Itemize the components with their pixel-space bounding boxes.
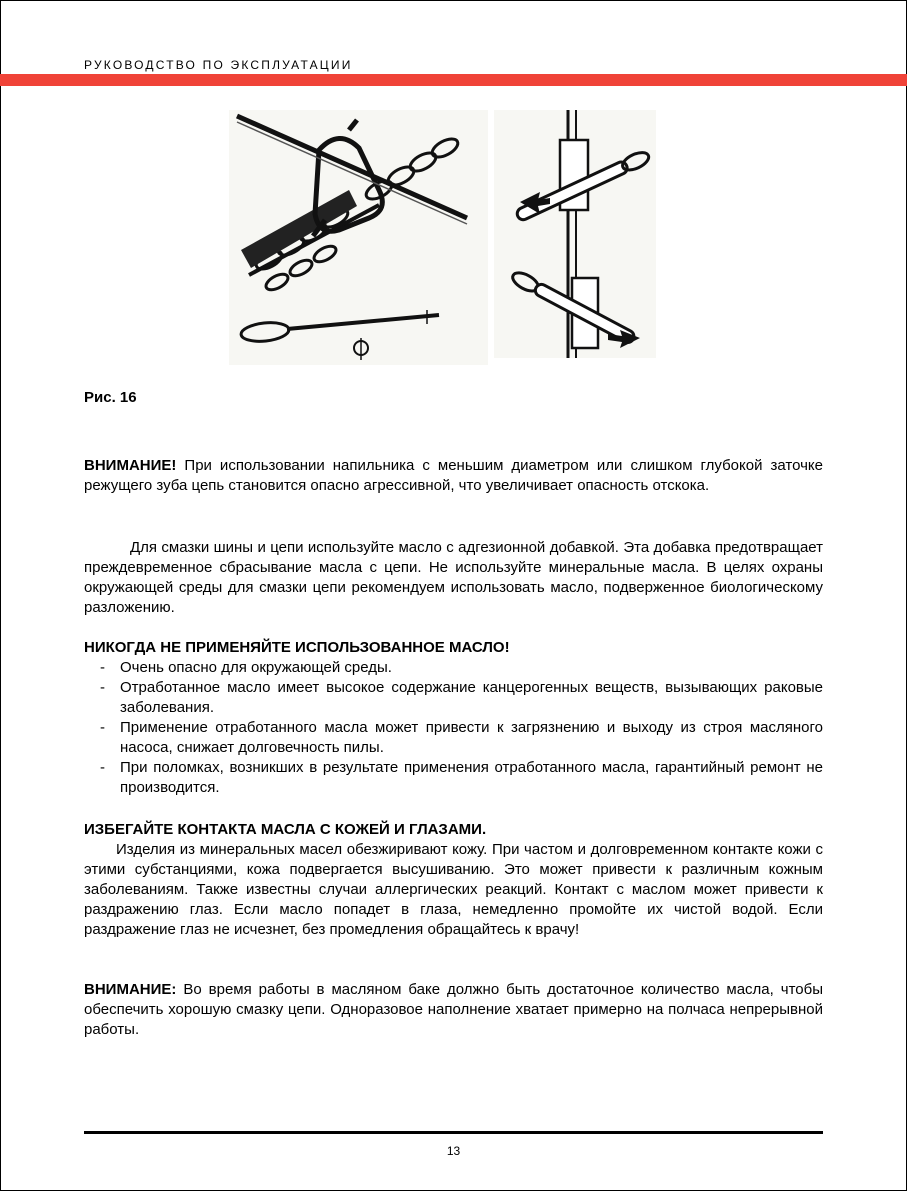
header-accent-bar — [0, 74, 907, 86]
chain-file-guide-illustration-icon — [229, 110, 488, 365]
list-item: - Очень опасно для окружающей среды. — [84, 658, 823, 678]
list-item: - При поломках, возникших в результате применения отработанного масла, гарантийный ремонт не производится. — [84, 758, 823, 798]
lubrication-paragraph: Для смазки шины и цепи используйте масло с адгезионной добавкой. Эта добавка предотвращает преждевременное сбрасывание масла с цепи. Не используйте минеральные масла. В целях охраны окружающей среды для смазки цепи рекомендуем использовать масло, подверженное биологическому разложению. — [84, 539, 823, 616]
list-item: - Отработанное масло имеет высокое содержание канцерогенных веществ, вызывающих раковые заболевания. — [84, 678, 823, 718]
header-title: РУКОВОДСТВО ПО ЭКСПЛУАТАЦИИ — [84, 58, 353, 72]
file-stroke-direction-illustration-icon — [494, 110, 656, 358]
list-item: - Применение отработанного масла может привести к загрязнению и выходу из строя масляного насоса, снижает долговечность пилы. — [84, 718, 823, 758]
warning-paragraph-1 — [84, 456, 823, 496]
page-number: 13 — [446, 1144, 461, 1158]
skin-contact-heading: ИЗБЕГАЙТЕ КОНТАКТА МАСЛА С КОЖЕЙ И ГЛАЗАМИ. — [84, 821, 487, 838]
warning-paragraph-2 — [84, 980, 823, 1040]
warning-lead: ВНИМАНИЕ: — [84, 981, 177, 998]
skin-contact-paragraph: Изделия из минеральных масел обезжиривают кожу. При частом и долговременном контакте кожи с этими субстанциями, кожа подвергается высушиванию. Это может привести к различным кожным заболеваниям. Также известны случаи аллергических реакций. Контакт с маслом может привести к раздражению глаз. Если масло попадет в глаза, немедленно промойте их чистой водой. Если раздражение глаз не исчезнет, без промедления обращайтесь к врачу! — [84, 841, 823, 938]
warning-text: При использовании напильника с меньшим диаметром или слишком глубокой заточке режущего зуба цепь становится опасно агрессивной, что увеличивает опасность отскока. — [84, 457, 823, 494]
used-oil-list-container — [84, 658, 823, 798]
footer-rule — [84, 1131, 823, 1134]
used-oil-heading: НИКОГДА НЕ ПРИМЕНЯЙТЕ ИСПОЛЬЗОВАННОЕ МАСЛО! — [84, 639, 510, 656]
figure-caption: Рис. 16 — [84, 389, 137, 406]
warning-text: Во время работы в масляном баке должно быть достаточное количество масла, чтобы обеспечить хорошую смазку цепи. Одноразовое наполнение хватает примерно на полчаса непрерывной работы. — [84, 981, 823, 1038]
warning-lead: ВНИМАНИЕ! — [84, 457, 177, 474]
used-oil-list — [84, 658, 823, 798]
